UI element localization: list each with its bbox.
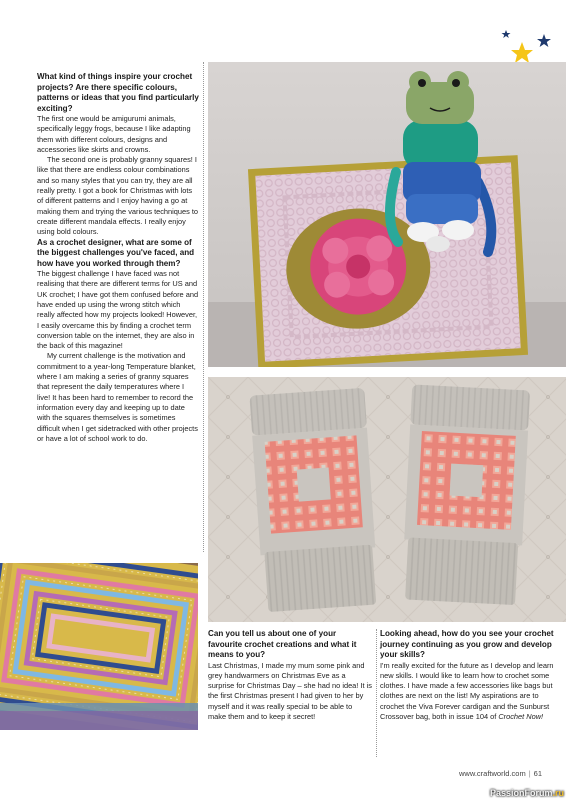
question-favourite-creation: Can you tell us about one of your favourite crochet creations and what it means to you?	[208, 629, 357, 659]
answer-inspiration-p2: The second one is probably granny squares! I like that there are endless colour combinations and so many styles that you can try, they are all really pretty. I got a book for Christmas with lots of different patterns and I enjoy having a go at making them and trying the various techniques to create different mandala effects. I really enjoy using bold colours.	[37, 155, 199, 237]
answer-challenges-p1: The biggest challenge I have faced was not realising that there are different terms for US and UK crochet; I have got them confused before and have ended up using the wrong stitch which really affected how my projects looked! However, I easily overcame this by finding a crochet term conversion table on the internet, they are also in the back of this magazine!	[37, 269, 199, 351]
watermark-main: PassionForum	[489, 788, 553, 798]
page-number: 61	[533, 769, 542, 778]
yellow-star-icon	[511, 42, 533, 63]
answer-challenges-p2: My current challenge is the motivation and commitment to a year-long Temperature blanket, where I am making a series of granny squares that represent the daily temperatures where I live! It has been hard to remember to record the information every day and keeping up to date with the squares themselves is sometimes difficult when I get sidetracked with other projects or have a lot of school work to do.	[37, 351, 198, 443]
column-divider-bottom	[376, 629, 377, 757]
answer-favourite-creation: Last Christmas, I made my mum some pink and grey handwarmers on Christmas Eve as a surprise for Christmas Day – she had no idea! It is the first Christmas present I had given to her by myself and it was really special to be able to make them and to keep it secret!	[208, 660, 372, 721]
question-looking-ahead: Looking ahead, how do you see your crochet journey continuing as you grow and develop your skills?	[380, 629, 554, 659]
looking-ahead-section	[380, 629, 558, 722]
column-divider-left	[203, 62, 204, 552]
navy-star-icon	[537, 34, 551, 47]
footer-url[interactable]: www.craftworld.com	[459, 769, 526, 778]
answer-looking-ahead-text: I'm really excited for the future as I develop and learn new skills. I would like to learn how to crochet some clothes. I have made a few accessories like bags but clothes are next on the list! My aspirations are to crochet the Viva Forever cardigan and the Sunburst Crossover bag, both in issue 104 of	[380, 660, 554, 721]
photo-handwarmers	[208, 377, 566, 622]
navy-star-small-icon	[502, 30, 511, 38]
footer-separator: |	[528, 769, 531, 778]
left-column	[37, 72, 199, 444]
answer-inspiration-p1: The first one would be amigurumi animals, specifically leggy frogs, because I like adapting them with different colours, designs and accessories like skirts and crowns.	[37, 114, 191, 154]
frog-granny-square-illustration	[208, 62, 566, 367]
answer-looking-ahead	[380, 661, 558, 723]
photo-temperature-blanket	[0, 563, 198, 730]
watermark-domain: .ru	[552, 788, 564, 798]
handwarmers-illustration	[208, 377, 566, 622]
page-footer	[459, 769, 542, 778]
watermark	[490, 788, 564, 798]
blanket-illustration	[0, 563, 198, 730]
magazine-title: Crochet Now!	[498, 711, 544, 721]
favourite-creation-section	[208, 629, 372, 722]
question-inspiration: What kind of things inspire your crochet projects? Are there specific colours, patterns or ideas that you find particularly exciting?	[37, 72, 199, 113]
photo-frog-granny-square	[208, 62, 566, 367]
question-challenges: As a crochet designer, what are some of the biggest challenges you've faced, and how have you worked through them?	[37, 237, 195, 268]
